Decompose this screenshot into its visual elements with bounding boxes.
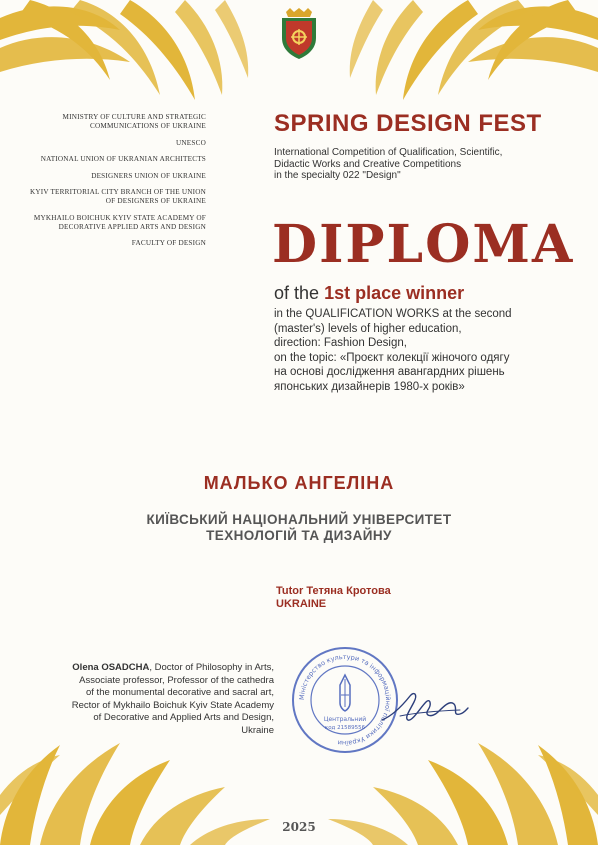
diploma-title: DIPLOMA <box>272 214 575 275</box>
organization-item: FACULTY OF DESIGN <box>131 239 206 247</box>
award-place-line <box>274 283 464 304</box>
festival-subtitle-line: International Competition of Qualification, Scientific, <box>274 147 503 158</box>
top-right-leaf-ornament <box>338 0 598 110</box>
winner-name: МАЛЬКО АНГЕЛІНА <box>203 473 395 493</box>
stamp-ring-text: Міністерство культури та інформаційної політики України <box>297 652 393 748</box>
rector-title-line: of the monumental decorative and sacral art, <box>86 687 274 698</box>
award-description-line: японських дизайнерів 1980-х років» <box>274 380 465 393</box>
award-description-line: direction: Fashion Design, <box>274 337 407 349</box>
festival-subtitle <box>274 147 574 182</box>
rector-title-line: of Decorative and Applied Arts and Design, <box>93 712 274 723</box>
rector-title-line: , Doctor of Philosophy in Arts, <box>149 662 274 673</box>
organization-item: MYKHAILO BOICHUK KYIV STATE ACADEMY OF DECORATIVE APPLIED ARTS AND DESIGN <box>33 213 206 231</box>
organization-item: UNESCO <box>176 138 206 147</box>
organization-item: DESIGNERS UNION OF UKRAINE <box>91 171 206 180</box>
award-description <box>274 307 574 394</box>
award-description-line: (master's) levels of higher education, <box>274 322 462 335</box>
award-description-line: on the topic: «Проєкт колекції жіночого одягу <box>274 351 510 364</box>
tutor-name: Tutor Тетяна Кротова <box>276 585 391 597</box>
stamp-center-text: Центральний <box>323 716 367 723</box>
festival-subtitle-line: in the specialty 022 "Design" <box>274 170 401 181</box>
handwritten-signature <box>380 686 470 731</box>
university-line: ТЕХНОЛОГІЙ ТА ДИЗАЙНУ <box>206 528 392 543</box>
tutor-block <box>276 585 391 611</box>
organization-item: NATIONAL UNION OF UKRANIAN ARCHITECTS <box>40 155 206 163</box>
award-description-line: in the QUALIFICATION WORKS at the second <box>274 308 512 320</box>
festival-subtitle-line: Didactic Works and Creative Competitions <box>274 158 462 170</box>
rector-name: Olena OSADCHA <box>72 662 150 673</box>
coat-of-arms-emblem-icon <box>276 8 322 60</box>
winner-university <box>0 512 598 544</box>
award-place-text: 1st place winner <box>324 283 465 303</box>
award-description-line: на основі дослідження авангардних рішень <box>274 366 505 378</box>
organizations-list <box>20 113 206 256</box>
year-label: 2025 <box>282 820 316 834</box>
university-line: КИЇВСЬКИЙ НАЦІОНАЛЬНИЙ УНІВЕРСИТЕТ <box>146 512 452 527</box>
organization-item: KYIV TERRITORIAL CITY BRANCH OF THE UNION OF DESIGNERS OF UKRAINE <box>29 188 206 205</box>
rector-title-line: Associate professor, Professor of the cathedra <box>79 674 274 686</box>
organization-item: MINISTRY OF CULTURE AND STRATEGIC COMMUNICATIONS OF UKRAINE <box>62 113 206 130</box>
rector-title-line: Ukraine <box>241 724 274 736</box>
top-left-leaf-ornament <box>0 0 260 110</box>
rector-signature-block <box>20 662 274 737</box>
stamp-code-text: код 21589556 <box>324 725 366 731</box>
festival-title: SPRING DESIGN FEST <box>274 110 542 137</box>
rector-title-line: Rector of Mykhailo Boichuk Kyiv State Academy <box>71 699 274 711</box>
tutor-country: UKRAINE <box>276 598 327 610</box>
award-of-the-text: of the <box>274 283 320 303</box>
